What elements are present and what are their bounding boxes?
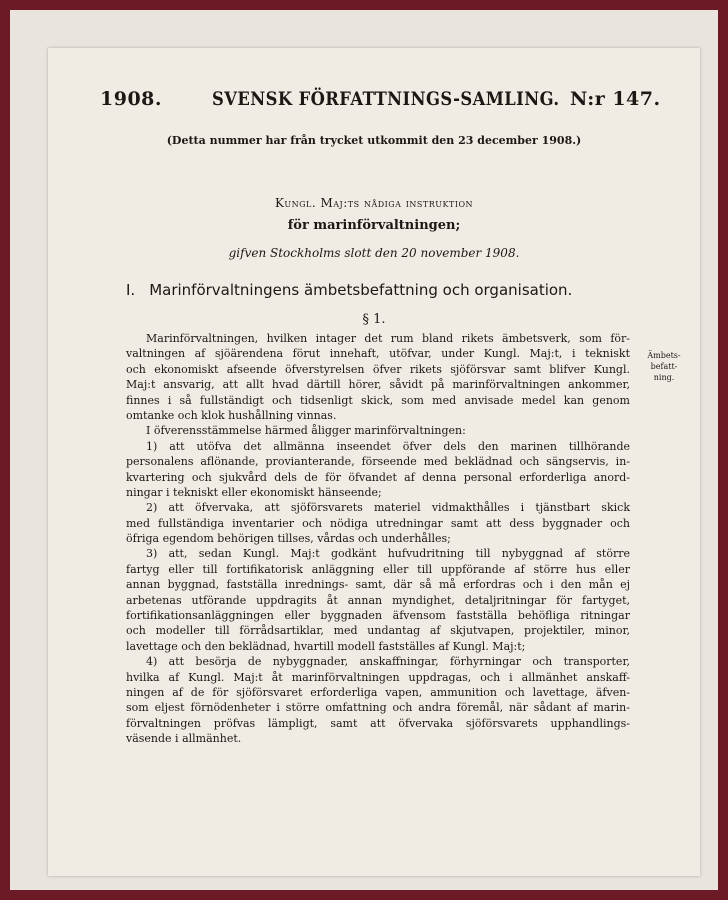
text-line: med fullständiga inventarier och nödiga utredningar samt att dess byggnader och (126, 516, 630, 530)
text-line: personalens aflönande, provianterande, förseende med beklädnad och sängservis, in- (126, 455, 630, 469)
paragraph-mark: § 1. (362, 312, 386, 327)
body-text (126, 331, 630, 747)
section-number: I. (126, 281, 136, 299)
text-line: 2) att öfvervaka, att sjöförsvarets materiel vidmakthålles i tjänstbart skick (146, 501, 630, 515)
heading-subject: för marinförvaltningen; (287, 218, 461, 233)
text-line: fartyg eller till fortifikatorisk anläggning eller till uppförande af större hus eller (126, 562, 630, 576)
section-heading (126, 281, 572, 299)
text-line: arbetenas utförande uppdragits åt annan myndighet, detaljritningar för fartyget, (126, 593, 630, 607)
text-line: omtanke och klok hushållning vinnas. (126, 408, 337, 422)
text-line: I öfverensstämmelse härmed åligger marinförvaltningen: (146, 424, 466, 438)
text-line: och ekonomiskt afseende öfverstyrelsen öfver rikets sjöförsvar samt blifver Kungl. (126, 362, 630, 376)
text-line: 4) att besörja de nybyggnader, anskaffningar, förhyrningar och transporter, (146, 655, 630, 669)
header-number: N:r 147. (570, 88, 661, 110)
text-line: ningen af de för sjöförsvaret erforderliga vapen, ammunition och lavettage, äfven- (126, 685, 630, 699)
mat-frame (10, 10, 718, 890)
text-line: fortifikationsanläggningen eller byggnaden äfvensom fastställa behöfliga ritningar (126, 609, 630, 623)
text-line: ningar i tekniskt eller ekonomiskt hänseende; (126, 485, 382, 499)
text-line: 3) att, sedan Kungl. Maj:t godkänt hufvudritning till nybyggnad af större (146, 547, 630, 561)
document-page (48, 48, 700, 876)
text-line: och modeller till förrådsartiklar, med undantag af skjutvapen, projektiler, minor, (126, 624, 630, 638)
text-line: Marinförvaltningen, hvilken intager det rum bland rikets ämbetsverk, som för- (146, 332, 630, 345)
text-line: finnes i så fullständigt och tidsenligt skick, som med anvisade medel kan genom (126, 393, 630, 407)
margin-note-line: ning. (653, 373, 675, 382)
margin-note-line: befatt- (650, 362, 678, 371)
text-line: öfriga egendom behörigen tillses, vårdas och underhålles; (126, 532, 451, 546)
text-line: lavettage och den beklädnad, hvartill modell fastställes af Kungl. Maj:t; (126, 639, 526, 653)
text-line: valtningen af sjöärendena förut innehaft, utöfvar, under Kungl. Maj:t, i tekniskt (126, 347, 630, 361)
text-line: 1) att utöfva det allmänna inseendet öfver dels den marinen tillhörande (146, 439, 630, 453)
margin-note-line: Ämbets- (647, 351, 681, 360)
text-line: väsende i allmänhet. (126, 732, 242, 746)
text-line: hvilka af Kungl. Maj:t åt marinförvaltningen uppdragas, och i allmänhet anskaff- (126, 670, 630, 684)
text-line: förvaltningen pröfvas lämpligt, samt att öfvervaka sjöförsvarets upphandlings- (126, 716, 630, 730)
heading-given: gifven Stockholms slott den 20 november 1908. (228, 246, 520, 260)
text-line: som eljest förnödenheter i större omfattning och andra föremål, när sådant af marin- (126, 701, 630, 715)
section-title: Marinförvaltningens ämbetsbefattning och organisation. (149, 281, 573, 299)
margin-note (636, 350, 692, 383)
heading-kungl: Kungl. Maj:ts nådiga instruktion (274, 196, 474, 210)
text-line: annan byggnad, fastställa inrednings- samt, där så må erfordras och i den mån ej (126, 578, 630, 592)
header-year: 1908. (100, 88, 162, 110)
text-line: kvartering och sjukvård dels de för öfvandet af denna personal erforderliga anord- (126, 470, 630, 484)
text-line: Maj:t ansvarig, att allt hvad därtill hörer, såvidt på marinförvaltningen ankommer, (126, 378, 630, 392)
header-title: SVENSK FÖRFATTNINGS-SAMLING. (212, 88, 560, 110)
publication-note: (Detta nummer har från trycket utkommit den 23 december 1908.) (166, 134, 582, 147)
